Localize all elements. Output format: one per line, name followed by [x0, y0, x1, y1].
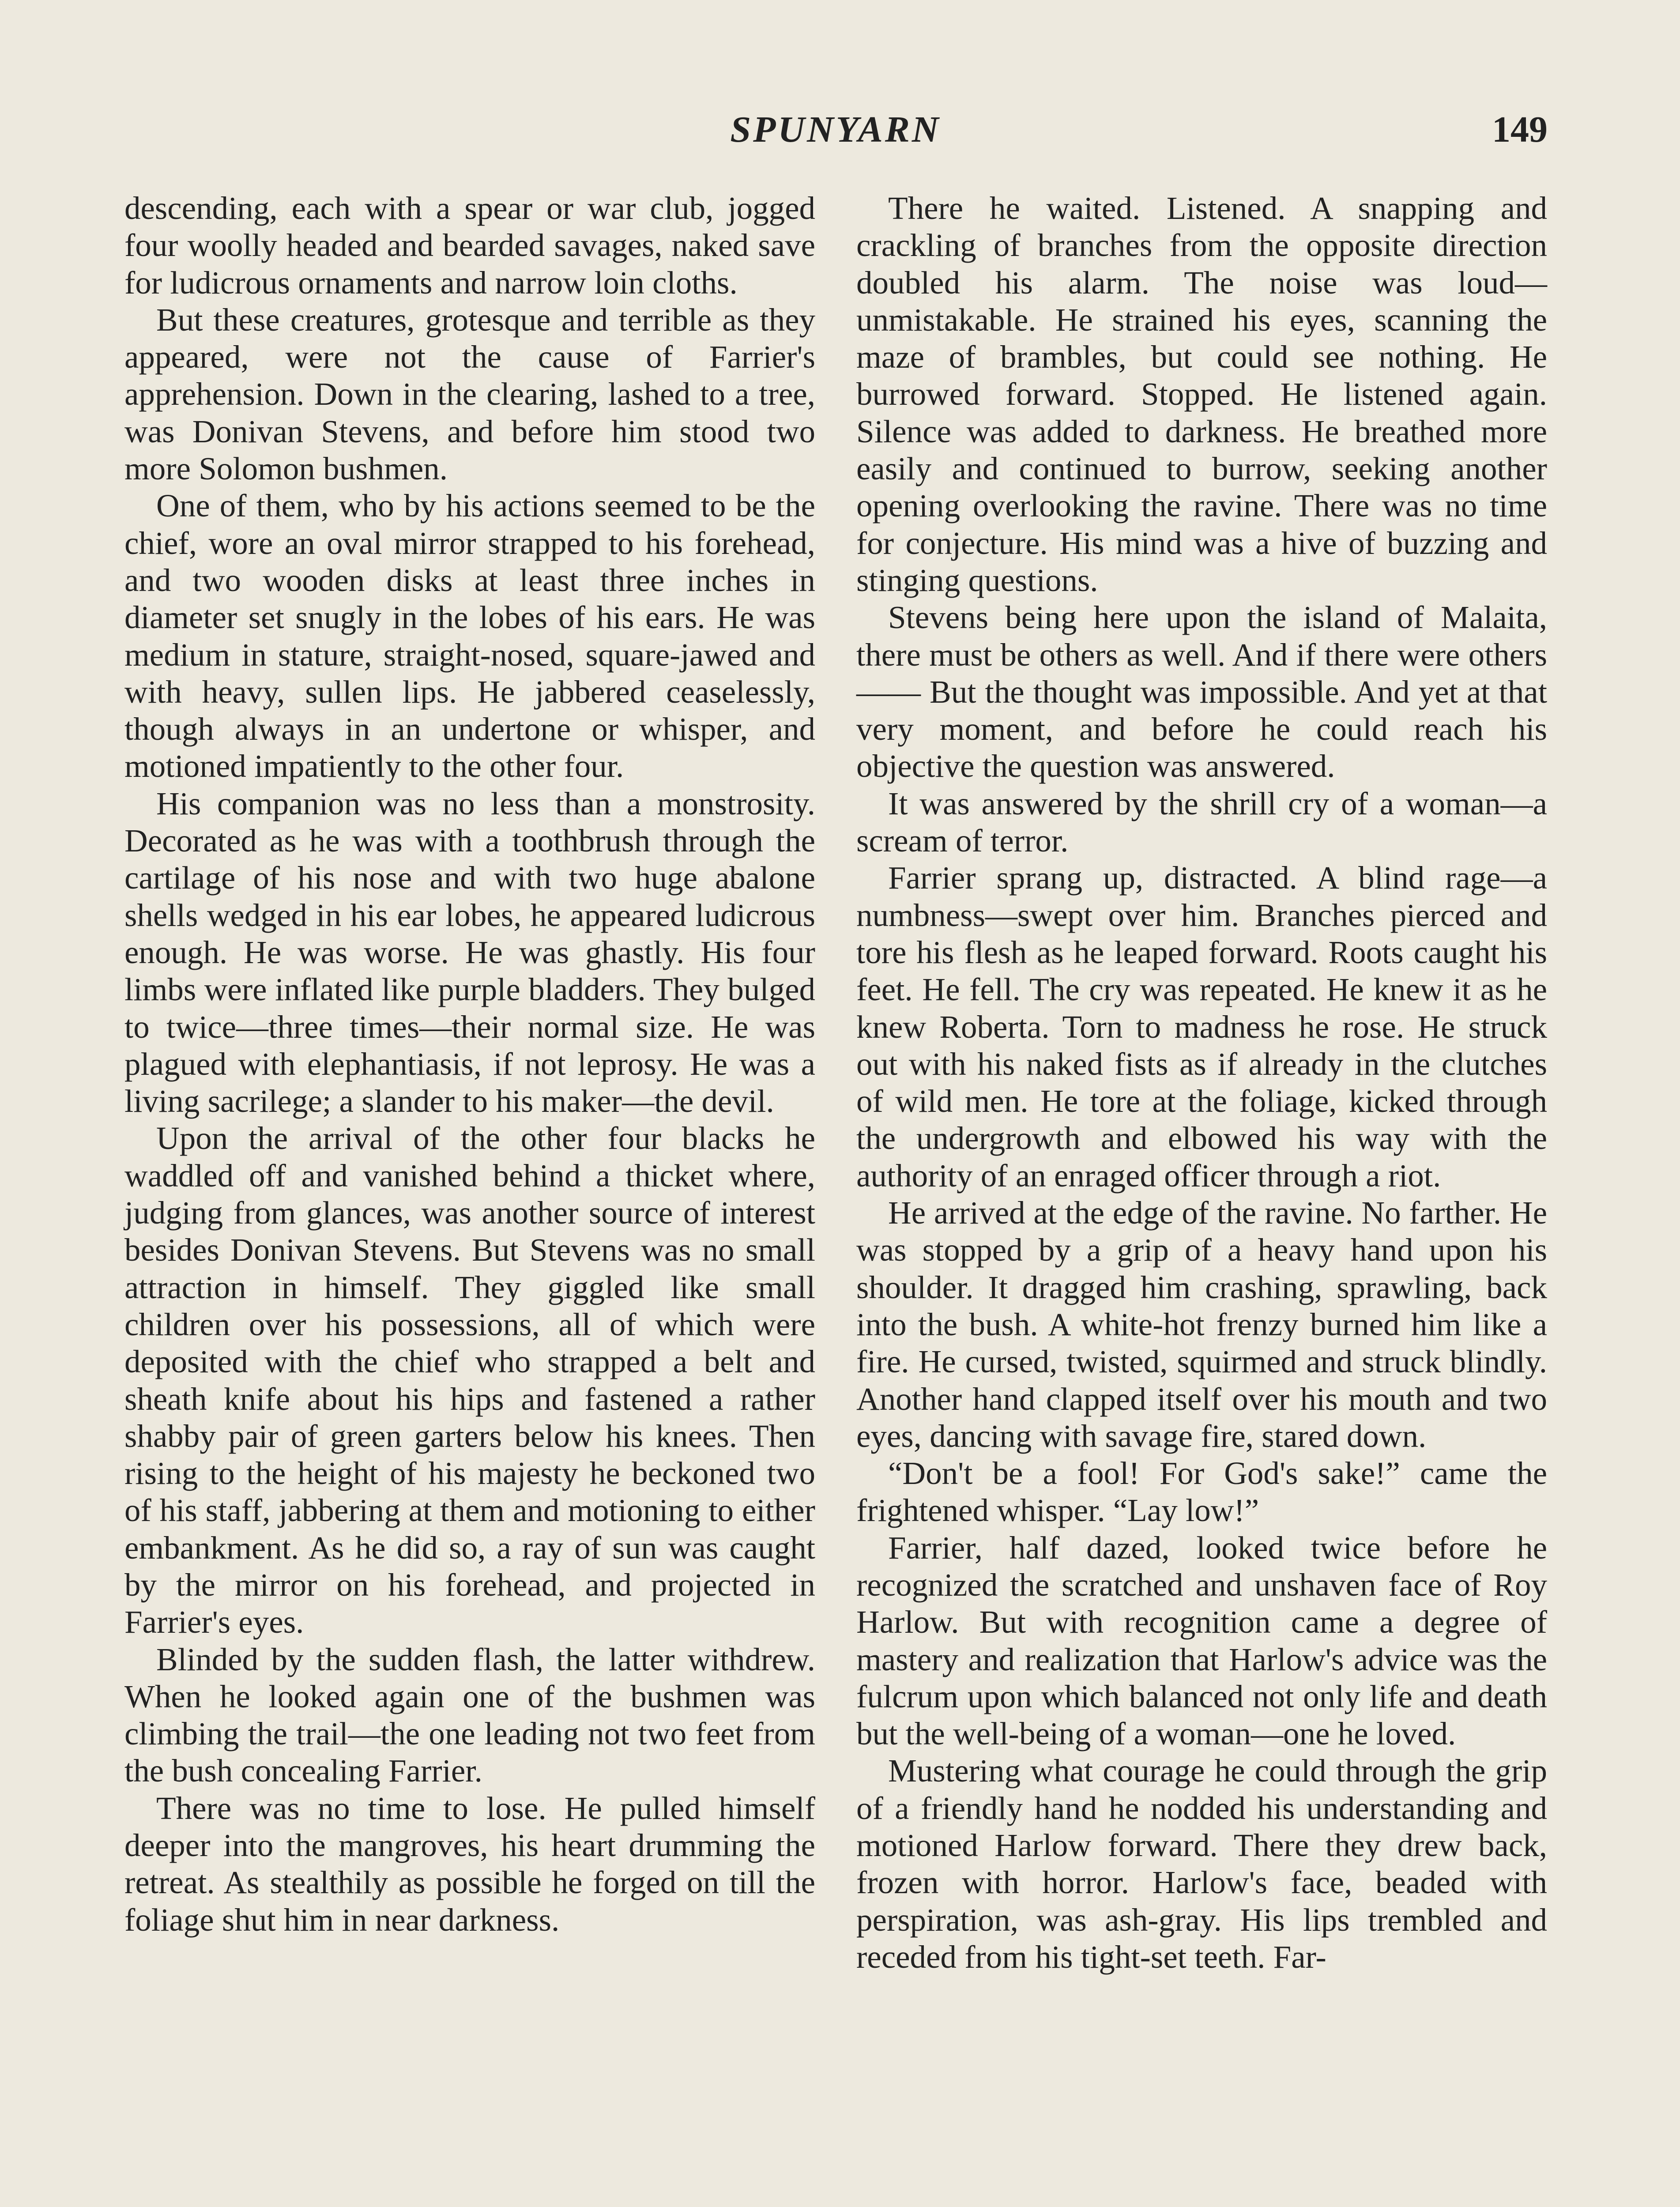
paragraph: Farrier, half dazed, looked twice before he recognized the scratched and unshaven face of Roy Harlow. But with recognition came a degree of mastery and realization that Harlow's advice was the fulcrum upon which balanced not only life and death but the well-being of a woman—one he loved.	[856, 1529, 1547, 1752]
paragraph: It was answered by the shrill cry of a woman—a scream of terror.	[856, 785, 1547, 859]
paragraph: Upon the arrival of the other four blacks he waddled off and vanished behind a thicket where, judging from glances, was another source of interest besides Donivan Stevens. But Stevens was no small attraction in himself. They giggled like small children over his possessions, all of which were deposited with the chief who strapped a belt and sheath knife about his hips and fastened a rather shabby pair of green garters below his knees. Then rising to the height of his majesty he beckoned two of his staff, jabbering at them and motioning to either embankment. As he did so, a ray of sun was caught by the mirror on his forehead, and projected in Farrier's eyes.	[124, 1120, 815, 1640]
page-header	[124, 108, 1548, 166]
paragraph: Blinded by the sudden flash, the latter withdrew. When he looked again one of the bushmen was climbing the trail—the one leading not two feet from the bush concealing Farrier.	[124, 1641, 815, 1789]
paragraph: He arrived at the edge of the ravine. No farther. He was stopped by a grip of a heavy hand upon his shoulder. It dragged him crashing, sprawling, back into the bush. A white-hot frenzy burned him like a fire. He cursed, twisted, squirmed and struck blindly. Another hand clapped itself over his mouth and two eyes, dancing with savage fire, stared down.	[856, 1195, 1547, 1454]
paragraph: descending, each with a spear or war club, jogged four woolly headed and bearded savages, naked save for ludicrous ornaments and narrow loin cloths.	[124, 190, 815, 301]
paragraph: There he waited. Listened. A snapping and crackling of branches from the opposite direction doubled his alarm. The noise was loud—unmistakable. He strained his eyes, scanning the maze of brambles, but could see nothing. He burrowed forward. Stopped. He listened again. Silence was added to darkness. He breathed more easily and continued to burrow, seeking another opening overlooking the ravine. There was no time for conjecture. His mind was a hive of buzzing and stinging questions.	[856, 190, 1547, 598]
running-title: SPUNYARN	[730, 109, 941, 150]
paragraph: Stevens being here upon the island of Malaita, there must be others as well. And if there were others—— But the thought was impossible. And yet at that very moment, and before he could reach his objective the question was answered.	[856, 599, 1547, 784]
paragraph: Farrier sprang up, distracted. A blind rage—a numbness—swept over him. Branches pierced and tore his flesh as he leaped forward. Roots caught his feet. He fell. The cry was repeated. He knew it as he knew Roberta. Torn to madness he rose. He struck out with his naked fists as if already in the clutches of wild men. He tore at the foliage, kicked through the undergrowth and elbowed his way with the authority of an enraged officer through a riot.	[856, 860, 1547, 1194]
page-number: 149	[1492, 109, 1548, 150]
paragraph: One of them, who by his actions seemed to be the chief, wore an oval mirror strapped to his forehead, and two wooden disks at least three inches in diameter set snugly in the lobes of his ears. He was medium in stature, straight-nosed, square-jawed and with heavy, sullen lips. He jabbered ceaselessly, though always in an undertone or whisper, and motioned impatiently to the other four.	[124, 488, 815, 784]
paragraph: Mustering what courage he could through the grip of a friendly hand he nodded his understanding and motioned Harlow forward. There they drew back, frozen with horror. Harlow's face, beaded with perspiration, was ash-gray. His lips trembled and receded from his tight-set teeth. Far-	[856, 1753, 1547, 1975]
paragraph: But these creatures, grotesque and terrible as they appeared, were not the cause of Farrier's apprehension. Down in the clearing, lashed to a tree, was Donivan Stevens, and before him stood two more Solomon bushmen.	[124, 301, 815, 487]
right-column	[856, 190, 1547, 1976]
paragraph: “Don't be a fool! For God's sake!” came the frightened whisper. “Lay low!”	[856, 1455, 1547, 1529]
paragraph: There was no time to lose. He pulled himself deeper into the mangroves, his heart drumming the retreat. As stealthily as possible he forged on till the foliage shut him in near darkness.	[124, 1790, 815, 1938]
paragraph: His companion was no less than a monstrosity. Decorated as he was with a toothbrush through the cartilage of his nose and with two huge abalone shells wedged in his ear lobes, he appeared ludicrous enough. He was worse. He was ghastly. His four limbs were inflated like purple bladders. They bulged to twice—three times—their normal size. He was plagued with elephantiasis, if not leprosy. He was a living sacrilege; a slander to his maker—the devil.	[124, 785, 815, 1119]
left-column	[124, 190, 815, 1939]
